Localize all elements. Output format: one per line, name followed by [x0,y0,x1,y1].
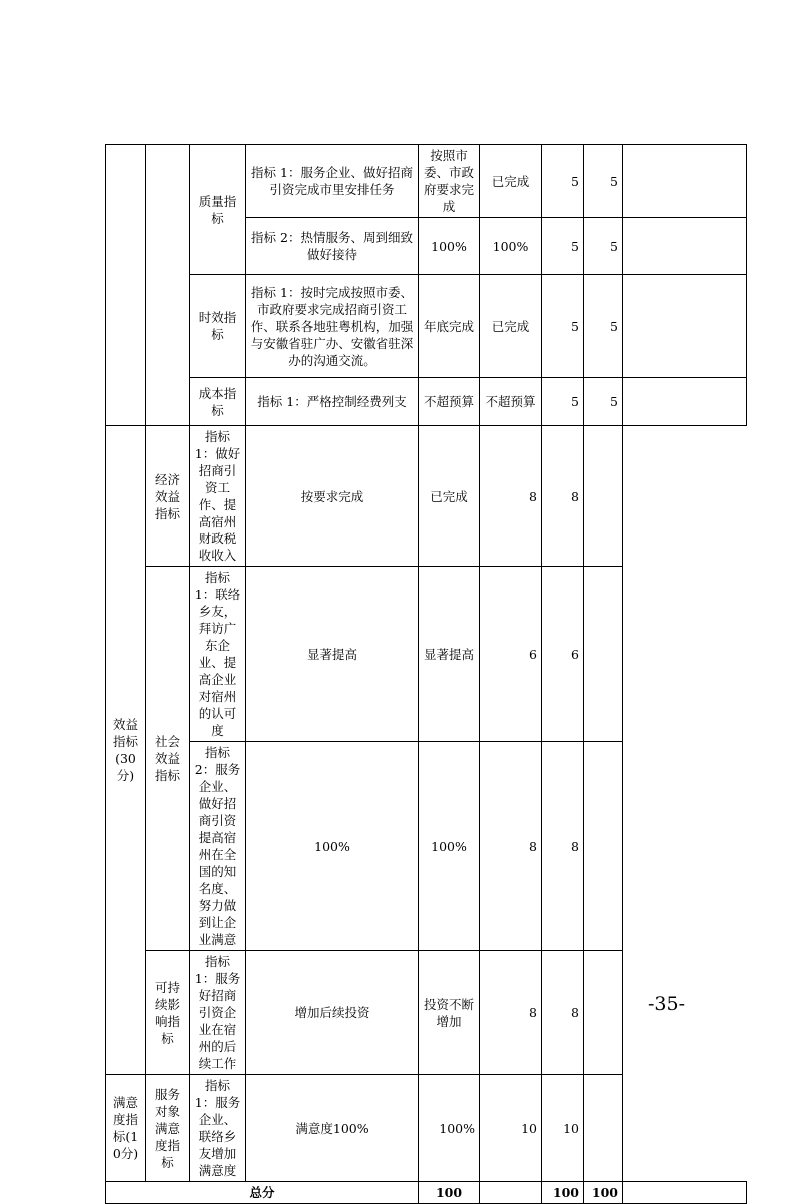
output-indicator-cell [146,145,190,426]
remark-cell [584,742,623,951]
remark-cell [623,378,747,426]
indicator-cell: 指标 1：按时完成按照市委、市政府要求完成招商引资工作、联系各地驻粤机构，加强与安徽省驻广办、安徽省驻深办的沟通交流。 [246,275,419,378]
table-row [106,1075,747,1182]
sustainable-label: 可持续影响指标 [146,951,190,1075]
remark-cell [584,426,623,567]
table-row [106,378,747,426]
indicator-cell: 指标 1：严格控制经费列支 [246,378,419,426]
remark-cell [584,567,623,742]
actual-cell: 显著提高 [419,567,480,742]
total-label: 总分 [106,1182,419,1204]
weight-cell: 8 [480,742,542,951]
indicator-cell: 指标 1：联络乡友，拜访广东企业、提高企业对宿州的认可度 [190,567,246,742]
actual-cell: 不超预算 [480,378,542,426]
page-number: -35- [648,993,686,1015]
score-cell: 8 [542,426,584,567]
target-cell: 显著提高 [246,567,419,742]
score-cell: 10 [542,1075,584,1182]
target-cell: 按照市委、市政府要求完成 [419,145,480,218]
total-row [106,1182,747,1204]
target-cell: 不超预算 [419,378,480,426]
score-cell: 5 [584,218,623,275]
indicator-cell: 指标 1：服务企业、做好招商引资完成市里安排任务 [246,145,419,218]
remark-cell [623,145,747,218]
satisfaction-sub-label: 服务对象满意度指标 [146,1075,190,1182]
actual-cell: 已完成 [419,426,480,567]
table-row [106,275,747,378]
timeliness-label: 时效指标 [190,275,246,378]
target-cell: 100% [419,218,480,275]
indicator-cell: 指标 1：做好招商引资工作、提高宿州财政税收收入 [190,426,246,567]
weight-cell: 6 [480,567,542,742]
target-cell: 增加后续投资 [246,951,419,1075]
remark-cell [584,1075,623,1182]
indicator-cell: 指标 1：服务企业、联络乡友增加满意度 [190,1075,246,1182]
total-actual [480,1182,542,1204]
indicator-cell: 指标 2：热情服务、周到细致做好接待 [246,218,419,275]
quality-label: 质量指标 [190,145,246,275]
remark-cell [623,218,747,275]
score-cell: 6 [542,567,584,742]
performance-table [105,144,747,1204]
score-cell: 8 [542,742,584,951]
score-cell: 5 [584,378,623,426]
weight-cell: 5 [542,218,584,275]
economic-label: 经济效益指标 [146,426,190,567]
remark-cell [584,951,623,1075]
table-row [106,145,747,218]
weight-cell: 10 [480,1075,542,1182]
cost-label: 成本指标 [190,378,246,426]
total-score: 100 [584,1182,623,1204]
weight-cell: 5 [542,145,584,218]
table-row [106,742,747,951]
target-cell: 100% [246,742,419,951]
actual-cell: 100% [480,218,542,275]
benefit-label: 效益指标(30分) [106,426,146,1075]
social-label: 社会效益指标 [146,567,190,951]
satisfaction-label: 满意度指标(10分) [106,1075,146,1182]
remark-cell [623,275,747,378]
weight-cell: 5 [542,275,584,378]
target-cell: 年底完成 [419,275,480,378]
total-weight: 100 [542,1182,584,1204]
actual-cell: 100% [419,742,480,951]
target-cell: 满意度100% [246,1075,419,1182]
target-cell: 按要求完成 [246,426,419,567]
actual-cell: 100% [419,1075,480,1182]
actual-cell: 已完成 [480,275,542,378]
weight-cell: 8 [480,426,542,567]
level1-cell [106,145,146,426]
table-row [106,426,747,567]
score-cell: 5 [584,145,623,218]
weight-cell: 8 [480,951,542,1075]
total-target: 100 [419,1182,480,1204]
score-cell: 5 [584,275,623,378]
indicator-cell: 指标 1：服务好招商引资企业在宿州的后续工作 [190,951,246,1075]
actual-cell: 已完成 [480,145,542,218]
actual-cell: 投资不断增加 [419,951,480,1075]
table-row [106,567,747,742]
weight-cell: 5 [542,378,584,426]
total-remark [623,1182,747,1204]
indicator-cell: 指标 2：服务企业、做好招商引资提高宿州在全国的知名度、努力做到让企业满意 [190,742,246,951]
score-cell: 8 [542,951,584,1075]
